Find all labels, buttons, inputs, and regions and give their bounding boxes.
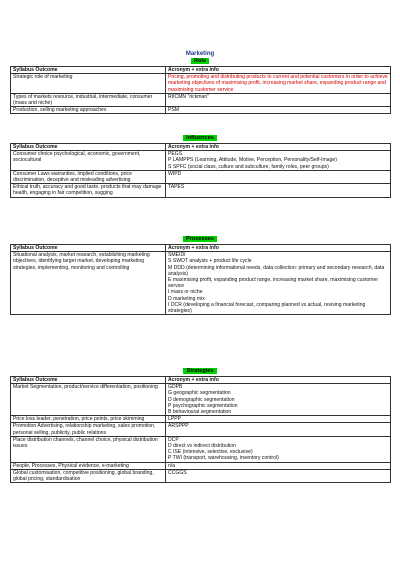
- info-cell: PEGS P LAMPPS (Learning, Attitude, Motive, Perception, Personality/Self-Image) S SPFC (social class, culture and subculture, family roles, peer groups): [166, 151, 391, 171]
- processes-table: [10, 244, 391, 315]
- section-heading-processes: Processes: [0, 236, 400, 242]
- outcome-cell: Consumer choice psychological, economic, government, sociocultural: [11, 151, 166, 171]
- outcome-cell: People, Processes, Physical evidence, e-marketing: [11, 462, 166, 469]
- info-cell: ARSPPP: [166, 423, 391, 436]
- table-row: [11, 436, 391, 462]
- table-row: [11, 416, 391, 423]
- outcome-cell: Consumer Laws warranties, implied conditions, price discrimination, deceptive and misleading advertising: [11, 170, 166, 183]
- header-syllabus-outcome: Syllabus Outcome: [11, 377, 166, 384]
- outcome-cell: Production, selling marketing approaches: [11, 107, 166, 114]
- header-syllabus-outcome: Syllabus Outcome: [11, 245, 166, 252]
- info-cell: GDPB G geographic segmentation D demographic segmentation P psychographic segmentation B behavioural segmentation: [166, 384, 391, 416]
- table-row: [11, 423, 391, 436]
- header-acronym: Acronym + extra info: [166, 377, 391, 384]
- header-acronym: Acronym + extra info: [166, 144, 391, 151]
- section-heading-influences: Influences: [0, 135, 400, 141]
- outcome-cell: Place distribution channels, channel choice, physical distribution issues: [11, 436, 166, 462]
- outcome-cell: Market Segmentation, product/service differentiation, positioning: [11, 384, 166, 416]
- table-row: [11, 170, 391, 183]
- section-heading-role: Role: [0, 58, 400, 64]
- info-cell: SMEIDI S SWOT analysis + product life cycle M DDD (determining informational needs, data collection: primary and secondary research, data analysis) E maximising profit, expanding product range, increasing market share, maximising customer service I mass or niche D marketing mix I DCR (developing a financial forecast, comparing planned vs actual, revising marketing strategies): [166, 252, 391, 315]
- info-cell: DCP D direct vs indirect distribution C ISE (intensive, selective, exclusive) P TWI (transport, warehousing, inventory control): [166, 436, 391, 462]
- info-cell: n/a: [166, 462, 391, 469]
- table-row: [11, 469, 391, 482]
- info-cell: PSM: [166, 107, 391, 114]
- table-row: [11, 462, 391, 469]
- outcome-cell: Strategic role of marketing: [11, 74, 166, 94]
- table-header-row: [11, 245, 391, 252]
- table-row: [11, 74, 391, 94]
- header-acronym: Acronym + extra info: [166, 245, 391, 252]
- header-syllabus-outcome: Syllabus Outcome: [11, 67, 166, 74]
- outcome-cell: Global customisation, competitive positioning, global branding, global pricing, standardisation: [11, 469, 166, 482]
- outcome-cell: Promotion Advertising, relationship marketing, sales promotion, personal selling, publicity, public relations: [11, 423, 166, 436]
- info-cell: LPPP: [166, 416, 391, 423]
- table-row: [11, 384, 391, 416]
- table-row: [11, 252, 391, 315]
- outcome-cell: Situational analysis, market research, establishing marketing objectives, identifying target market, developing marketing strategies, implementing, monitoring and controlling: [11, 252, 166, 315]
- table-row: [11, 184, 391, 197]
- table-row: [11, 107, 391, 114]
- header-syllabus-outcome: Syllabus Outcome: [11, 144, 166, 151]
- outcome-cell: Ethical truth, accuracy and good taste, products that may damage health, engaging in fair competition, sugging: [11, 184, 166, 197]
- section-heading-strategies: Strategies: [0, 368, 400, 374]
- info-cell: WIPD: [166, 170, 391, 183]
- info-cell: Pricing, promoting and distributing products to current and potential customers in order to achieve marketing objectives of maximising profit, increasing market share, expanding product range and maximising customer service: [166, 74, 391, 94]
- strategies-table: [10, 376, 391, 483]
- page-title: Marketing: [185, 51, 215, 57]
- role-table: [10, 66, 391, 114]
- table-header-row: [11, 377, 391, 384]
- outcome-cell: Types of markets resource, industrial, intermediate, consumer (mass and niche): [11, 93, 166, 106]
- table-row: [11, 151, 391, 171]
- outcome-cell: Price loss leader, penetration, price points, price skimming: [11, 416, 166, 423]
- table-header-row: [11, 67, 391, 74]
- table-header-row: [11, 144, 391, 151]
- influences-table: [10, 143, 391, 198]
- table-row: [11, 93, 391, 106]
- info-cell: RIICMN "rickman": [166, 93, 391, 106]
- info-cell: TAPES: [166, 184, 391, 197]
- info-cell: CCGGS: [166, 469, 391, 482]
- header-acronym: Acronym + extra info: [166, 67, 391, 74]
